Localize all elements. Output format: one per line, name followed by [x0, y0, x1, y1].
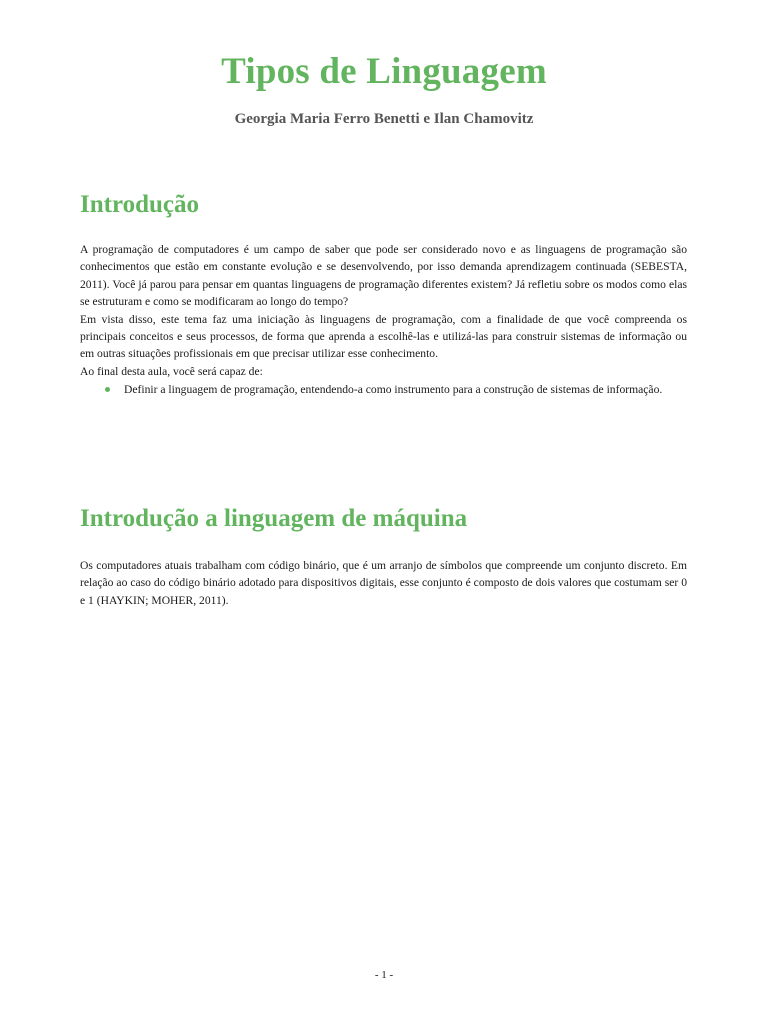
section-body-linguagem-maquina — [80, 557, 687, 609]
section-heading-linguagem-maquina: Introdução a linguagem de máquina — [80, 505, 468, 532]
page-number: - 1 - — [374, 969, 394, 981]
objectives-list — [80, 380, 687, 399]
paragraph: Os computadores atuais trabalham com código binário, que é um arranjo de símbolos que compreende um conjunto discreto. Em relação ao caso do código binário adotado para dispositivos digitais, esse conjunto é composto de dois valores que costumam ser 0 e 1 (HAYKIN; MOHER, 2011). — [80, 559, 687, 607]
paragraph: Em vista disso, este tema faz uma iniciação às linguagens de programação, com a finalidade de que você compreenda os principais conceitos e seus processos, de forma que aprenda a escolhê-las e utilizá-las para construir sistemas de informação ou em outras situações profissionais em que precisar utilizar esse conhecimento. — [80, 312, 687, 361]
document-authors: Georgia Maria Ferro Benetti e Ilan Chamovitz — [234, 111, 534, 127]
section-body-introducao — [80, 241, 687, 399]
bullet-icon — [105, 387, 110, 392]
list-item — [118, 380, 687, 399]
section-heading-introducao: Introdução — [80, 191, 200, 218]
paragraph: A programação de computadores é um campo de saber que pode ser considerado novo e as linguagens de programação são conhecimentos que estão em constante evolução e se desenvolvendo, por isso demanda aprendizagem continuada (SEBESTA, 2011). Você já parou para pensar em quantas linguagens de programação diferentes existem? Já refletiu sobre os modos como elas se estruturam e como se modificaram ao longo do tempo? — [80, 243, 687, 309]
document-title: Tipos de Linguagem — [221, 51, 547, 92]
paragraph: Ao final desta aula, você será capaz de: — [80, 364, 263, 378]
list-item-text: Definir a linguagem de programação, entendendo-a como instrumento para a construção de sistemas de informação. — [124, 383, 663, 397]
